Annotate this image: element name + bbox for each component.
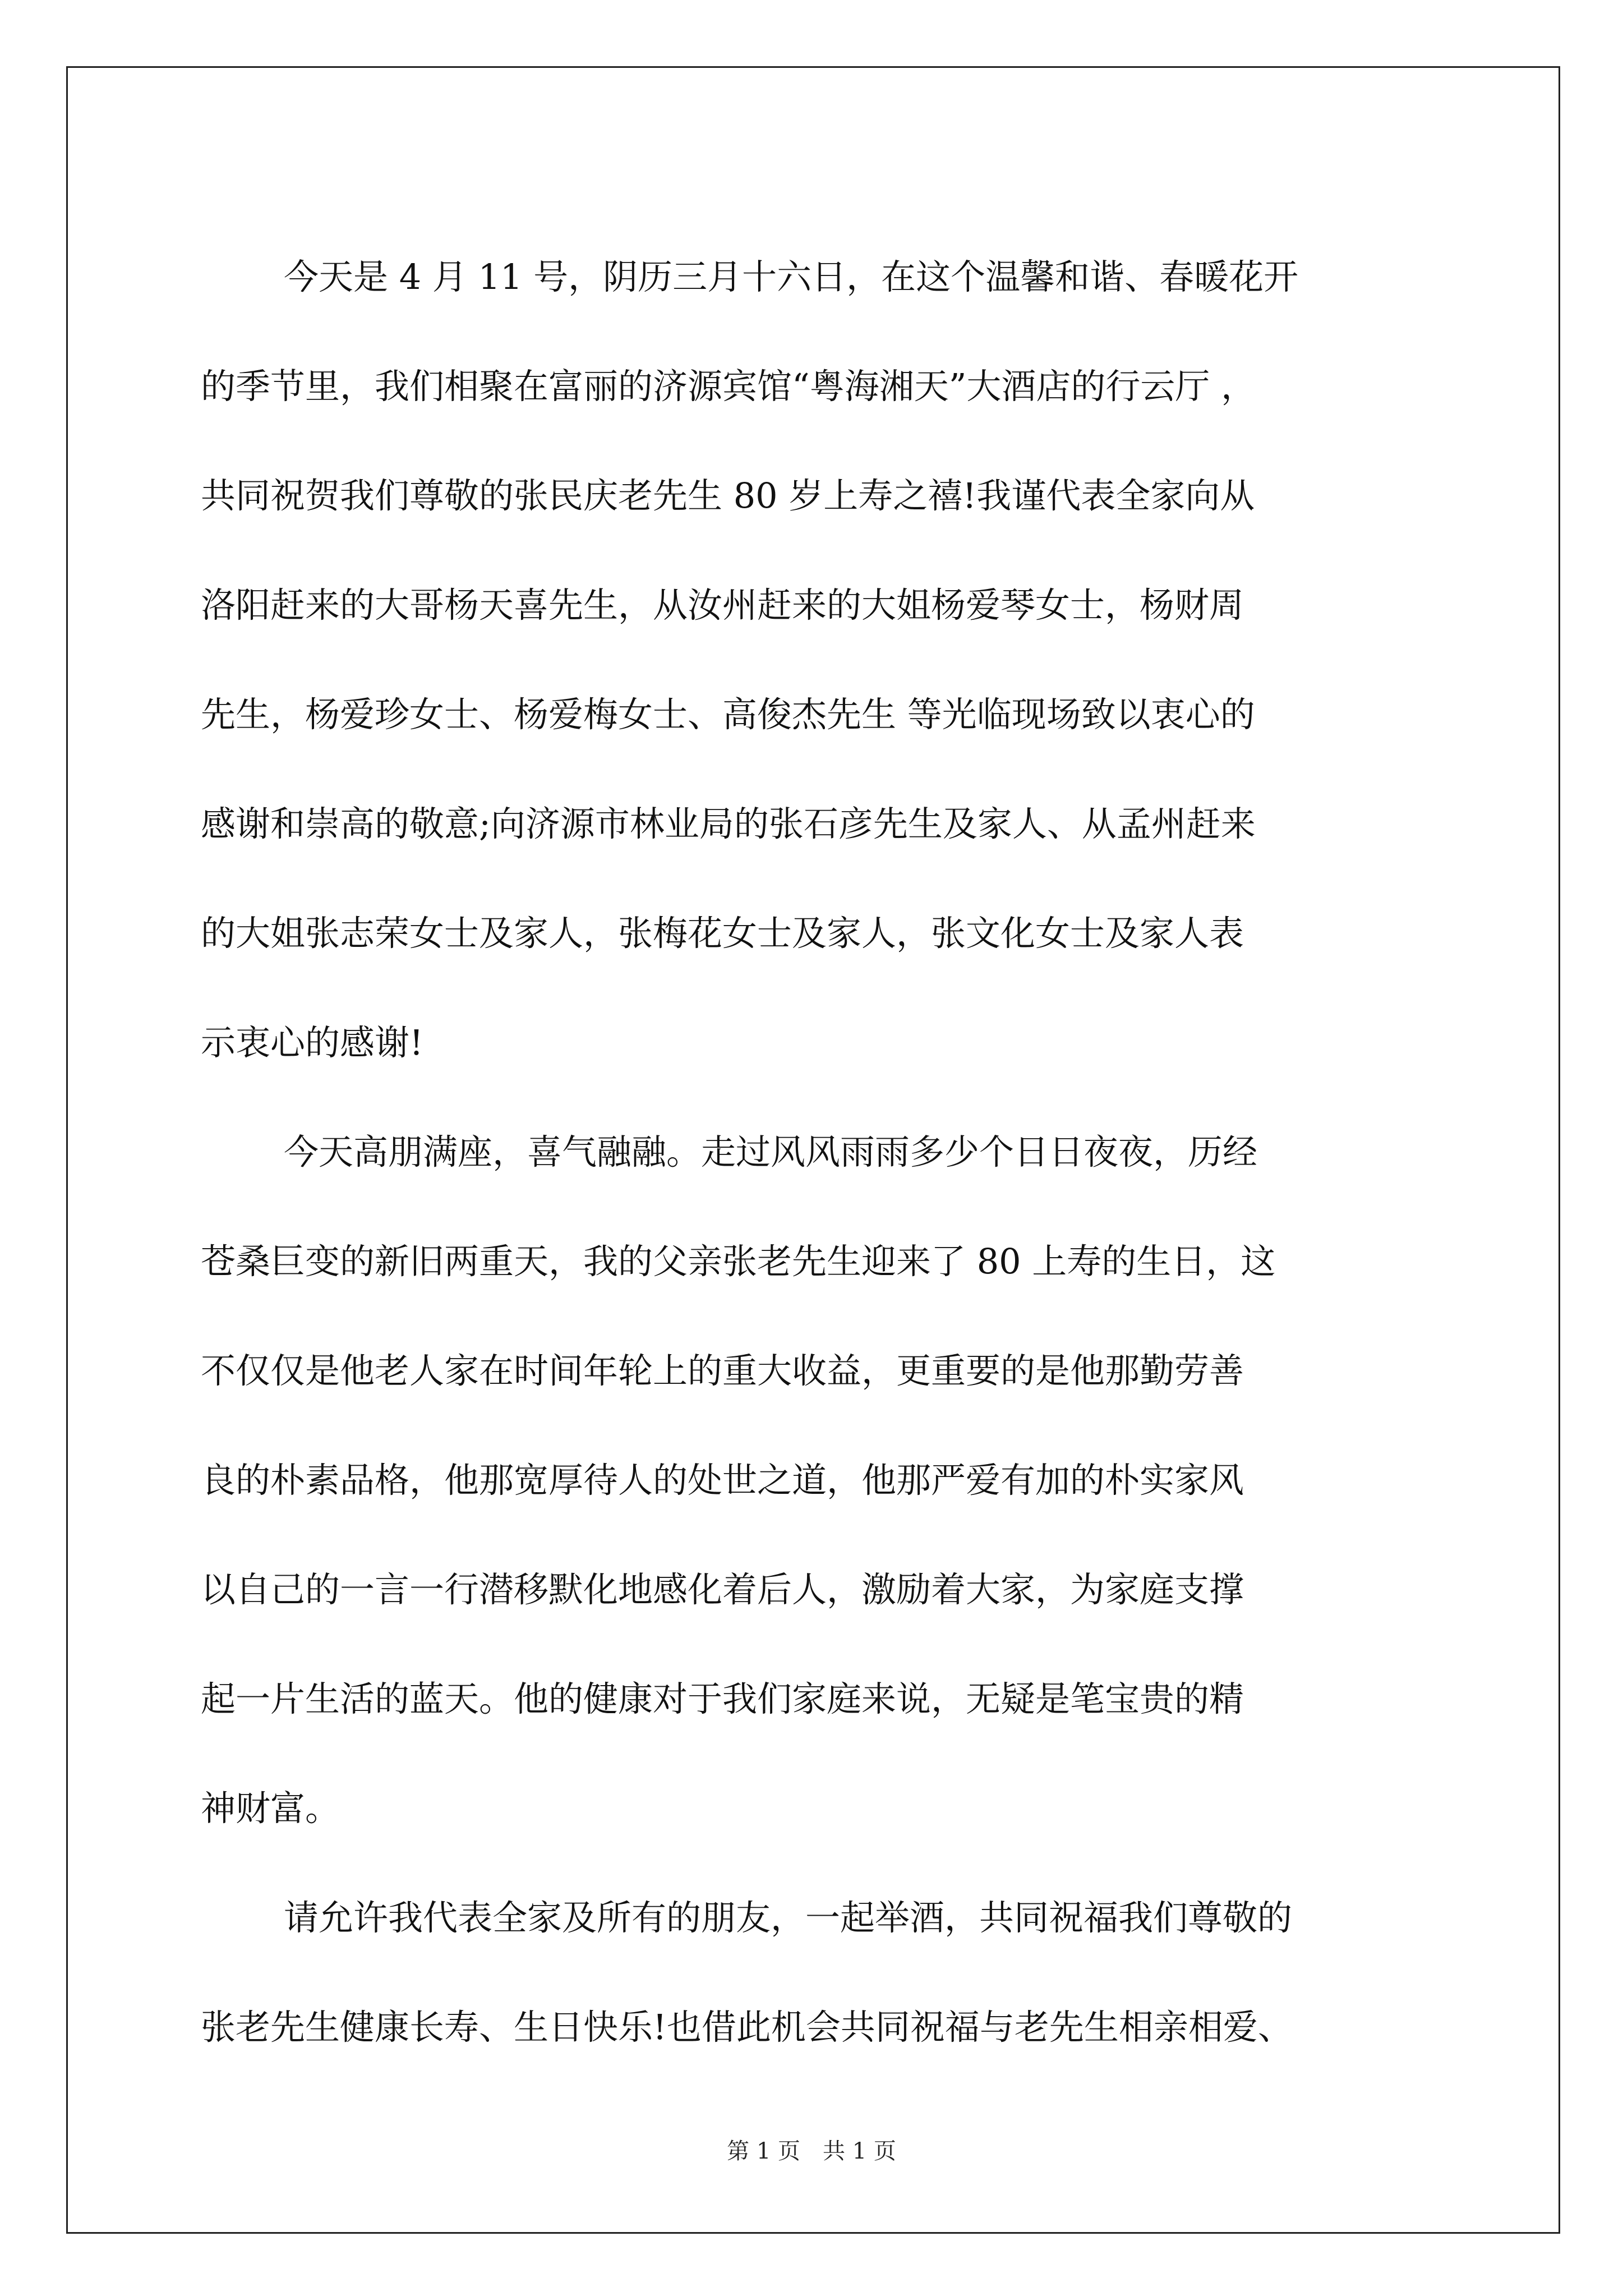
paragraph-1-line-3: 共同祝贺我们尊敬的张民庆老先生 80 岁上寿之禧!我谨代表全家向从 <box>201 475 1255 516</box>
paragraph-1-line-7: 的大姐张志荣女士及家人，张梅花女士及家人，张文化女士及家人表 <box>201 913 1244 954</box>
document-body <box>201 214 1439 2109</box>
paragraph-3-line-1: 请允许我代表全家及所有的朋友，一起举酒，共同祝福我们尊敬的 <box>284 1897 1293 1938</box>
paragraph-1-line-8: 示衷心的感谢! <box>201 1022 423 1063</box>
paragraph-1-line-1: 今天是 4 月 11 号，阴历三月十六日，在这个温馨和谐、春暖花开 <box>284 256 1299 297</box>
paragraph-2-line-4: 良的朴素品格，他那宽厚待人的处世之道，他那严爱有加的朴实家风 <box>201 1460 1244 1501</box>
paragraph-1-line-6: 感谢和崇高的敬意;向济源市林业局的张石彦先生及家人、从孟州赶来 <box>201 803 1256 844</box>
paragraph-1-line-4: 洛阳赶来的大哥杨天喜先生，从汝州赶来的大姐杨爱琴女士，杨财周 <box>201 585 1244 625</box>
paragraph-2-line-6: 起一片生活的蓝天。他的健康对于我们家庭来说，无疑是笔宝贵的精 <box>201 1678 1244 1719</box>
paragraph-2-line-7: 神财富。 <box>201 1788 340 1829</box>
page-number-label: 第 1 页 共 1 页 <box>727 2138 896 2164</box>
paragraph-2-line-1: 今天高朋满座，喜气融融。走过风风雨雨多少个日日夜夜，历经 <box>284 1131 1258 1172</box>
page-footer <box>0 2137 1623 2165</box>
paragraph-3-line-2: 张老先生健康长寿、生日快乐!也借此机会共同祝福与老先生相亲相爱、 <box>201 2007 1293 2047</box>
paragraph-1-line-5: 先生，杨爱珍女士、杨爱梅女士、高俊杰先生 等光临现场致以衷心的 <box>201 694 1255 735</box>
paragraph-2-line-5: 以自己的一言一行潜移默化地感化着后人，激励着大家，为家庭支撑 <box>201 1569 1244 1610</box>
paragraph-1-line-2: 的季节里，我们相聚在富丽的济源宾馆“粤海湘天”大酒店的行云厅 ， <box>201 366 1256 407</box>
paragraph-2-line-2: 苍桑巨变的新旧两重天，我的父亲张老先生迎来了 80 上寿的生日，这 <box>201 1241 1276 1282</box>
paragraph-2-line-3: 不仅仅是他老人家在时间年轮上的重大收益，更重要的是他那勤劳善 <box>201 1350 1244 1391</box>
